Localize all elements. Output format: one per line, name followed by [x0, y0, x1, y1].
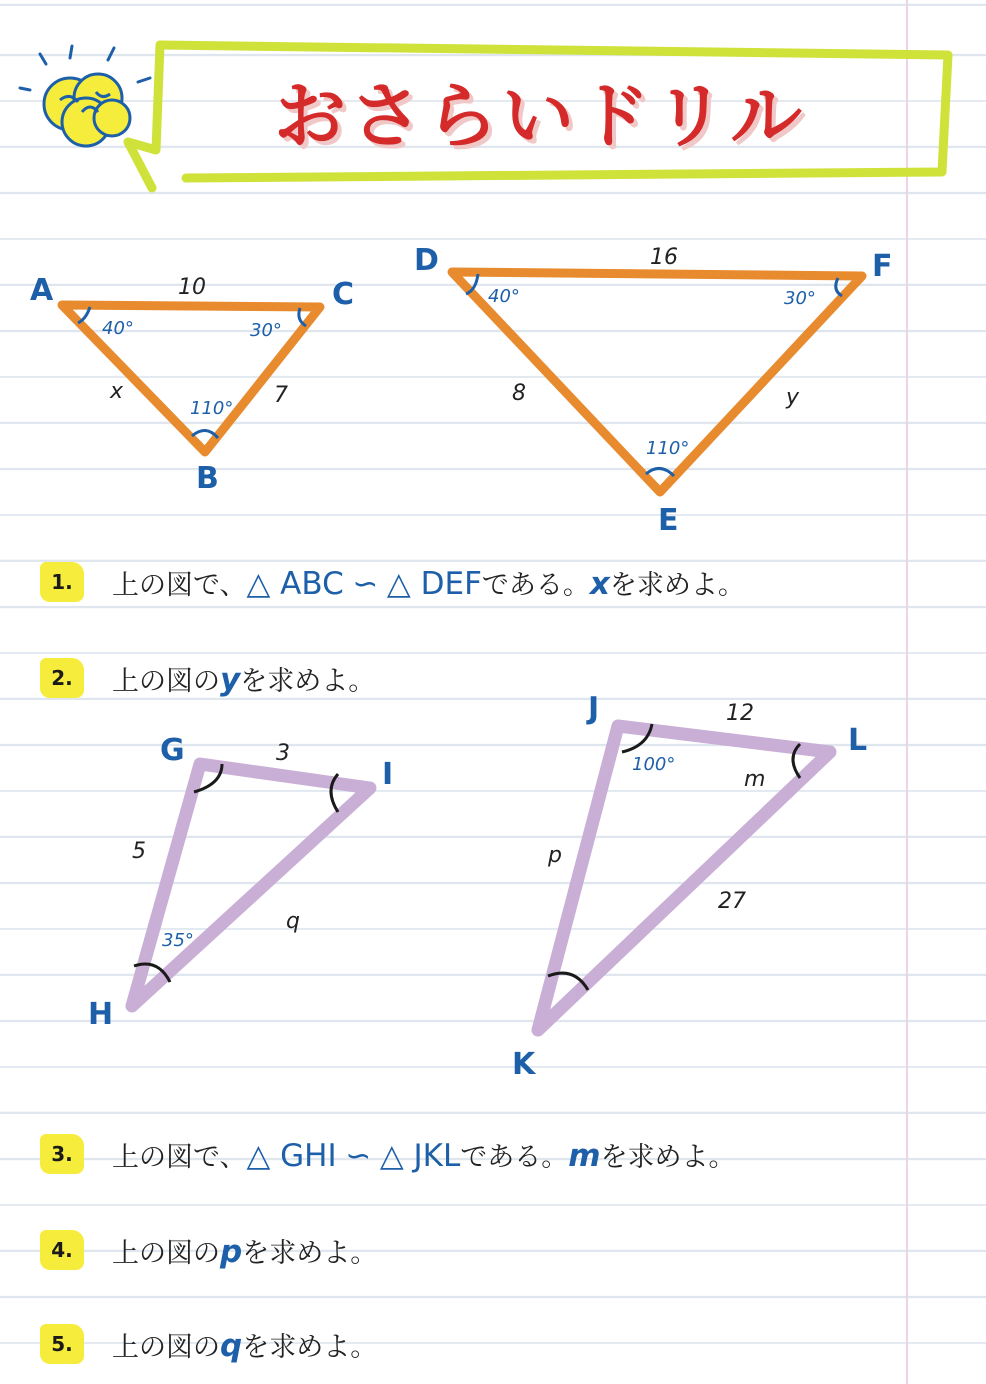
- side-ab: x: [110, 379, 124, 404]
- variable: p: [220, 1233, 243, 1270]
- triangle-abc: [30, 273, 354, 496]
- vertex-c: C: [332, 277, 355, 312]
- variable: m: [568, 1137, 601, 1174]
- question-4: [40, 1226, 377, 1274]
- page-title: おさらいドリル: [273, 74, 806, 158]
- angle-j: 100°: [632, 754, 676, 775]
- side-ac: 10: [178, 275, 206, 300]
- triangle-name: △ ABC: [246, 565, 344, 602]
- side-gh: 5: [132, 839, 146, 864]
- similar-symbol: ∽: [352, 565, 379, 602]
- angle-f: 30°: [784, 288, 816, 309]
- triangle-def: [414, 243, 893, 538]
- similar-symbol: ∽: [345, 1137, 372, 1174]
- side-jl: 12: [726, 701, 754, 726]
- side-gi: 3: [276, 741, 290, 766]
- question-text: 上の図のyを求めよ。: [112, 661, 376, 698]
- side-ef: y: [786, 385, 800, 410]
- question-1: [40, 558, 745, 606]
- side-de: 8: [512, 381, 526, 406]
- variable: x: [589, 565, 610, 602]
- question-2: [40, 654, 375, 702]
- question-text: 上の図のpを求めよ。: [112, 1233, 378, 1270]
- angle-d: 40°: [488, 286, 520, 307]
- angle-b: 110°: [190, 398, 234, 419]
- vertex-f: F: [872, 249, 893, 284]
- vertex-j: J: [588, 691, 600, 726]
- side-kl: 27: [718, 889, 746, 914]
- vertex-l: L: [848, 723, 868, 758]
- vertex-a: A: [30, 273, 54, 308]
- angle-h: 35°: [162, 930, 194, 951]
- side-hi: q: [286, 909, 300, 934]
- question-number: 3.: [40, 1134, 84, 1174]
- question-5: [40, 1320, 377, 1368]
- vertex-k: K: [512, 1047, 536, 1082]
- triangle-name: △ JKL: [379, 1137, 461, 1174]
- vertex-g: G: [160, 733, 185, 768]
- triangle-name: △ GHI: [246, 1137, 337, 1174]
- triangle-ghi: [88, 733, 393, 1032]
- question-number: 2.: [40, 658, 84, 698]
- vertex-e: E: [658, 503, 679, 538]
- variable: q: [220, 1327, 243, 1364]
- question-number: 1.: [40, 562, 84, 602]
- question-text: 上の図で、△ GHI ∽ △ JKLである。mを求めよ。: [112, 1137, 736, 1174]
- angle-l: m: [744, 767, 766, 792]
- question-3: [40, 1130, 736, 1178]
- question-text: 上の図のqを求めよ。: [112, 1327, 378, 1364]
- question-number: 4.: [40, 1230, 84, 1270]
- angle-e: 110°: [646, 438, 690, 459]
- vertex-h: H: [88, 997, 114, 1032]
- angle-c: 30°: [250, 320, 282, 341]
- vertex-i: I: [382, 757, 394, 792]
- triangle-jkl: [512, 691, 867, 1082]
- variable: y: [220, 661, 241, 698]
- side-bc: 7: [274, 383, 288, 408]
- question-text: 上の図で、△ ABC ∽ △ DEFである。xを求めよ。: [112, 565, 745, 602]
- vertex-d: D: [414, 243, 439, 278]
- triangle-name: △ DEF: [386, 565, 482, 602]
- angle-a: 40°: [102, 318, 134, 339]
- side-df: 16: [650, 245, 678, 270]
- side-jk: p: [548, 843, 562, 868]
- question-number: 5.: [40, 1324, 84, 1364]
- vertex-b: B: [196, 461, 219, 496]
